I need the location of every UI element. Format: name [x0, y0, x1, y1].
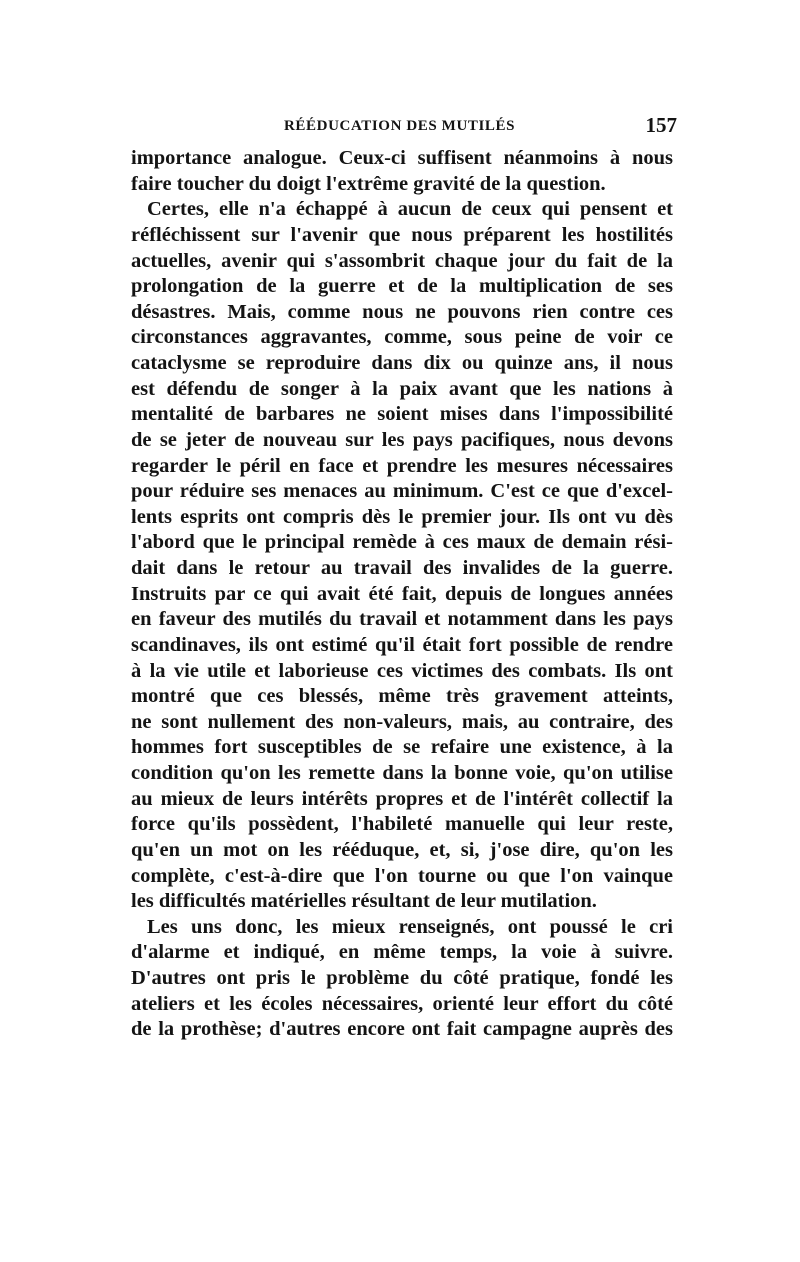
- text-line: de se jeter de nouveau sur les pays pacifiques, nous devons: [131, 428, 673, 451]
- text-line: condition qu'on les remette dans la bonne voie, qu'on utilise: [131, 762, 673, 784]
- text-line: à la vie utile et laborieuse ces victimes des combats. Ils ont: [131, 659, 673, 682]
- text-line: de la prothèse; d'autres encore ont fait campagne auprès des: [131, 1018, 673, 1041]
- text-line: ateliers et les écoles nécessaires, orienté leur effort du côté: [131, 992, 673, 1015]
- text-line: circonstances aggravantes, comme, sous peine de voir ce: [131, 326, 673, 349]
- text-line: importance analogue. Ceux-ci suffisent néanmoins à nous: [131, 147, 673, 169]
- text-line: regarder le péril en face et prendre les mesures nécessaires: [131, 454, 673, 477]
- text-line: Instruits par ce qui avait été fait, depuis de longues années: [131, 582, 673, 605]
- text-line: en faveur des mutilés du travail et notamment dans les pays: [131, 608, 673, 631]
- text-line: actuelles, avenir qui s'assombrit chaque jour du fait de la: [131, 249, 673, 272]
- text-line: faire toucher du doigt l'extrême gravité de la question.: [131, 172, 606, 195]
- text-line: lents esprits ont compris dès le premier jour. Ils ont vu dès: [131, 505, 673, 528]
- text-line: force qu'ils possèdent, l'habileté manuelle qui leur reste,: [131, 813, 673, 836]
- text-line: complète, c'est-à-dire que l'on tourne ou que l'on vainque: [131, 864, 673, 887]
- text-line: hommes fort susceptibles de se refaire une existence, à la: [131, 736, 673, 759]
- text-line: les difficultés matérielles résultant de leur mutilation.: [131, 890, 597, 913]
- text-line: scandinaves, ils ont estimé qu'il était fort possible de rendre: [131, 633, 673, 656]
- text-line: est défendu de songer à la paix avant que les nations à: [131, 377, 673, 400]
- text-line: Certes, elle n'a échappé à aucun de ceux qui pensent et: [147, 198, 673, 221]
- text-line: prolongation de la guerre et de la multiplication de ses: [131, 275, 673, 298]
- text-line: Les uns donc, les mieux renseignés, ont poussé le cri: [147, 915, 673, 938]
- body-text: [131, 146, 673, 1043]
- text-line: pour réduire ses menaces au minimum. C'est ce que d'excel-: [131, 480, 673, 503]
- text-line: mentalité de barbares ne soient mises dans l'impossibilité: [131, 403, 673, 426]
- text-line: D'autres ont pris le problème du côté pratique, fondé les: [131, 967, 673, 989]
- text-line: d'alarme et indiqué, en même temps, la voie à suivre.: [131, 941, 673, 964]
- text-line: cataclysme se reproduire dans dix ou quinze ans, il nous: [131, 352, 673, 374]
- running-title: RÉÉDUCATION DES MUTILÉS: [284, 118, 516, 134]
- text-line: l'abord que le principal remède à ces maux de demain rési-: [131, 531, 673, 554]
- text-line: désastres. Mais, comme nous ne pouvons rien contre ces: [131, 300, 673, 323]
- text-line: ne sont nullement des non-valeurs, mais, au contraire, des: [131, 710, 673, 733]
- text-line: qu'en un mot on les rééduque, et, si, j'ose dire, qu'on les: [131, 838, 673, 861]
- running-head: [120, 113, 680, 140]
- page-number: 157: [645, 113, 677, 137]
- text-line: montré que ces blessés, même très gravement atteints,: [131, 685, 673, 708]
- text-line: dait dans le retour au travail des invalides de la guerre.: [131, 557, 673, 579]
- text-line: réfléchissent sur l'avenir que nous préparent les hostilités: [131, 223, 673, 246]
- text-line: au mieux de leurs intérêts propres et de l'intérêt collectif la: [131, 787, 673, 810]
